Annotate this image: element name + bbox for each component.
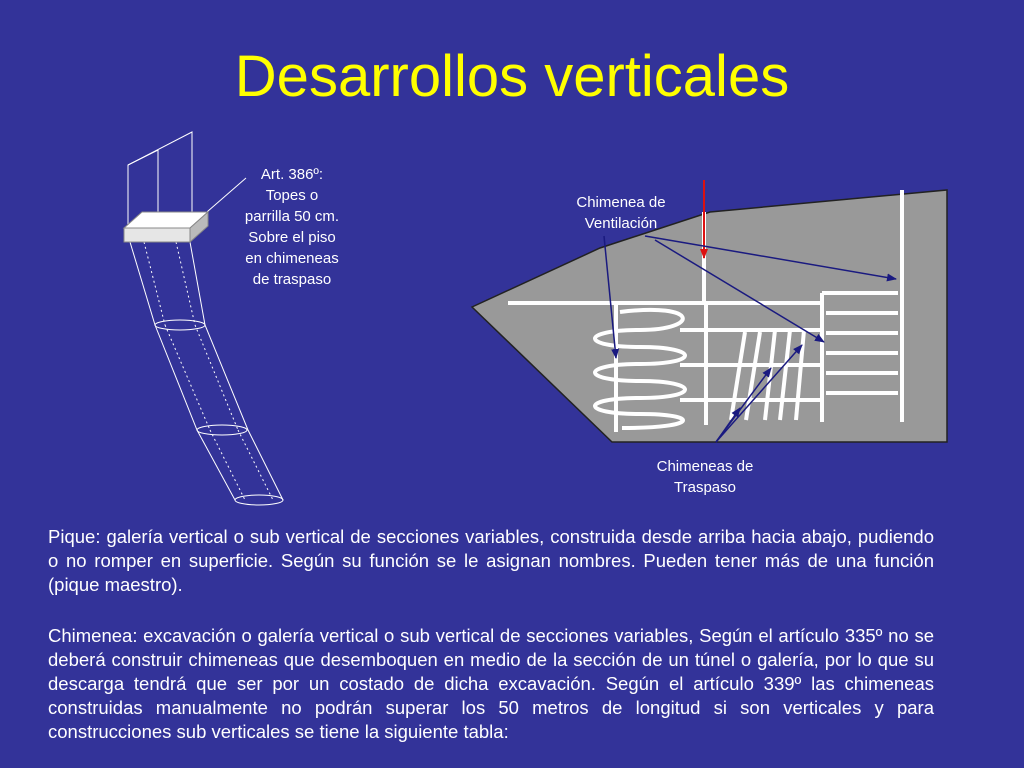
- transfer-raises-label: [636, 456, 774, 498]
- label-line: Sobre el piso: [248, 229, 336, 246]
- label-line: Chimenea de: [576, 194, 666, 211]
- label-line: en chimeneas: [245, 250, 339, 267]
- chimenea-definition: Chimenea: excavación o galería vertical o sub vertical de secciones variables, Según el artículo 335º no se deberá construir chimeneas que desemboquen en medio de la sección de un túnel o galería, por lo que su descarga tendrá que ser por un costado de dicha excavación. Según el artículo 339º las chimeneas construidas manualmente no podrán superar los 50 metros de longitud si son verticales y para construcciones sub verticales se tiene la siguiente tabla:: [48, 625, 934, 742]
- label-line: Topes o: [265, 187, 319, 204]
- label-line: parrilla 50 cm.: [244, 208, 340, 225]
- pique-definition: Pique: galería vertical o sub vertical de secciones variables, construida desde arriba hacia abajo, pudiendo o no romper en superficie. Según su función se le asignan nombres. Pueden tener más de una función (pique maestro).: [48, 526, 934, 595]
- rock-mass: [472, 190, 947, 442]
- label-line: Ventilación: [584, 215, 658, 232]
- label-line: de traspaso: [252, 271, 332, 288]
- label-line: Art. 386º:: [260, 166, 324, 183]
- label-line: Chimeneas de: [656, 458, 754, 475]
- slide-title: Desarrollos verticales: [234, 44, 790, 109]
- label-line: Traspaso: [674, 479, 736, 496]
- grate-block: [124, 212, 208, 242]
- ventilation-raise-label: [560, 192, 682, 234]
- grate-article-label: [222, 164, 362, 290]
